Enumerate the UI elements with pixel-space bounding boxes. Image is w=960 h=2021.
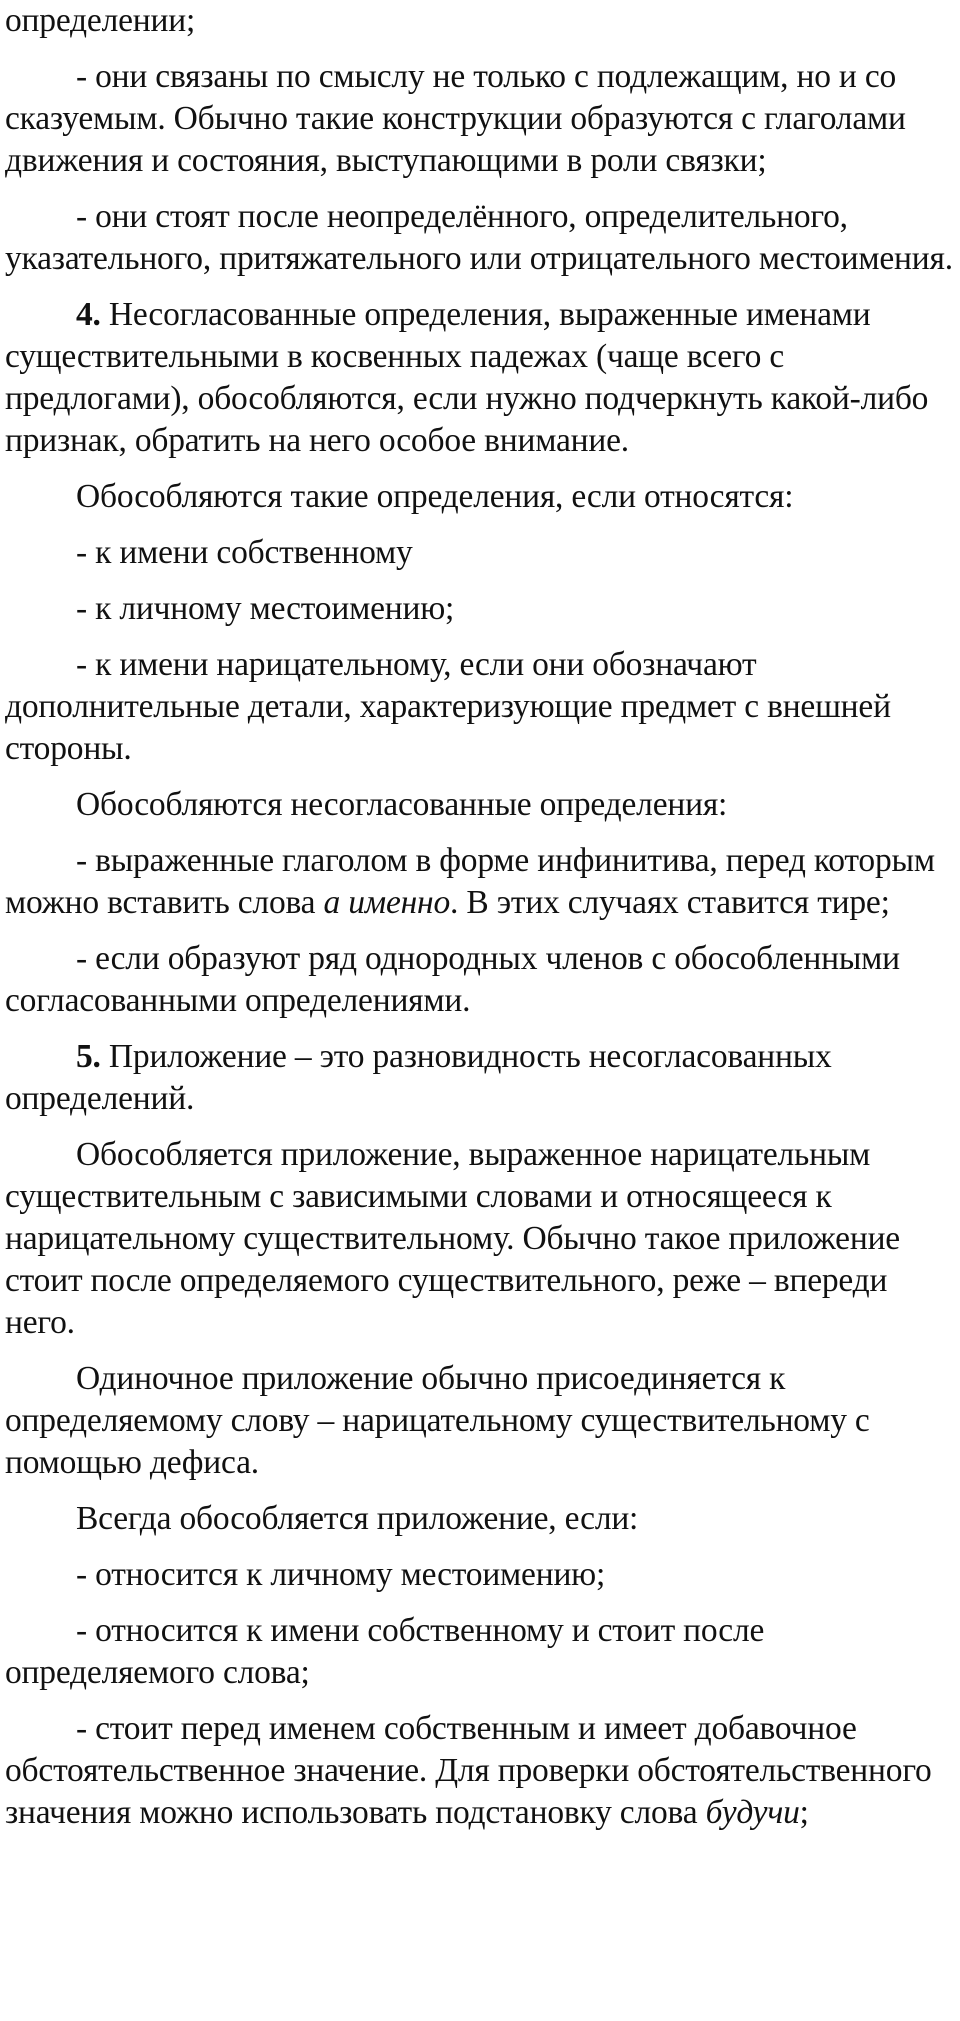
- paragraph-always-isolated: Всегда обособляется приложение, если:: [76, 1500, 639, 1537]
- list-item-infinitive: [5, 840, 956, 924]
- paragraph-appositive-isolation: Обособляется приложение, выраженное нарицательным существительным с зависимыми словами и относящееся к нарицательному существительному. Обычно такое приложение стоит после определяемого существительного, реже – впереди него.: [5, 1136, 900, 1341]
- paragraph-uncoordinated-definitions: Обособляются несогласованные определения:: [76, 786, 728, 823]
- list-item-appositive-pronoun: - относится к личному местоимению;: [76, 1556, 606, 1593]
- paragraph-isolation-conditions: Обособляются такие определения, если относятся:: [76, 478, 794, 515]
- rule-4-paragraph: [5, 294, 956, 462]
- rule-5-paragraph: [5, 1036, 956, 1120]
- list-item-after-pronoun: - они стоят после неопределённого, определительного, указательного, притяжательного или отрицательного местоимения.: [5, 198, 953, 277]
- italic-term: а именно: [323, 884, 451, 921]
- rule-text: Приложение – это разновидность несогласованных определений.: [5, 1038, 832, 1117]
- rule-number: 5.: [76, 1038, 101, 1075]
- text-segment: - выраженные глаголом в форме инфинитива, перед которым можно вставить слова: [5, 842, 935, 921]
- text-segment: . В этих случаях ставится тире;: [450, 884, 890, 921]
- italic-term: будучи: [705, 1794, 800, 1831]
- rule-text: Несогласованные определения, выраженные именами существительными в косвенных падежах (чаще всего с предлогами), обособляются, если нужно подчеркнуть какой-либо признак, обратить на него особое внимание.: [5, 296, 929, 459]
- list-item-homogeneous-members: - если образуют ряд однородных членов с обособленными согласованными определениями.: [5, 940, 900, 1019]
- paragraph-continuation: определении;: [5, 2, 196, 39]
- list-item-personal-pronoun: - к личному местоимению;: [76, 590, 455, 627]
- list-item-proper-name: - к имени собственному: [76, 534, 413, 571]
- text-segment: - стоит перед именем собственным и имеет добавочное обстоятельственное значение. Для проверки обстоятельственного значения можно использовать подстановку слова: [5, 1710, 932, 1831]
- list-item-appositive-circumstantial: [5, 1708, 956, 1834]
- list-item-appositive-proper-name: - относится к имени собственному и стоит после определяемого слова;: [5, 1612, 765, 1691]
- rule-number: 4.: [76, 296, 101, 333]
- paragraph-single-appositive: Одиночное приложение обычно присоединяется к определяемому слову – нарицательному существительному с помощью дефиса.: [5, 1360, 870, 1481]
- list-item-linked-predicate: - они связаны по смыслу не только с подлежащим, но и со сказуемым. Обычно такие конструкции образуются с глаголами движения и состояния, выступающими в роли связки;: [5, 58, 906, 179]
- list-item-common-noun: - к имени нарицательному, если они обозначают дополнительные детали, характеризующие предмет с внешней стороны.: [5, 646, 891, 767]
- text-segment: ;: [799, 1794, 809, 1831]
